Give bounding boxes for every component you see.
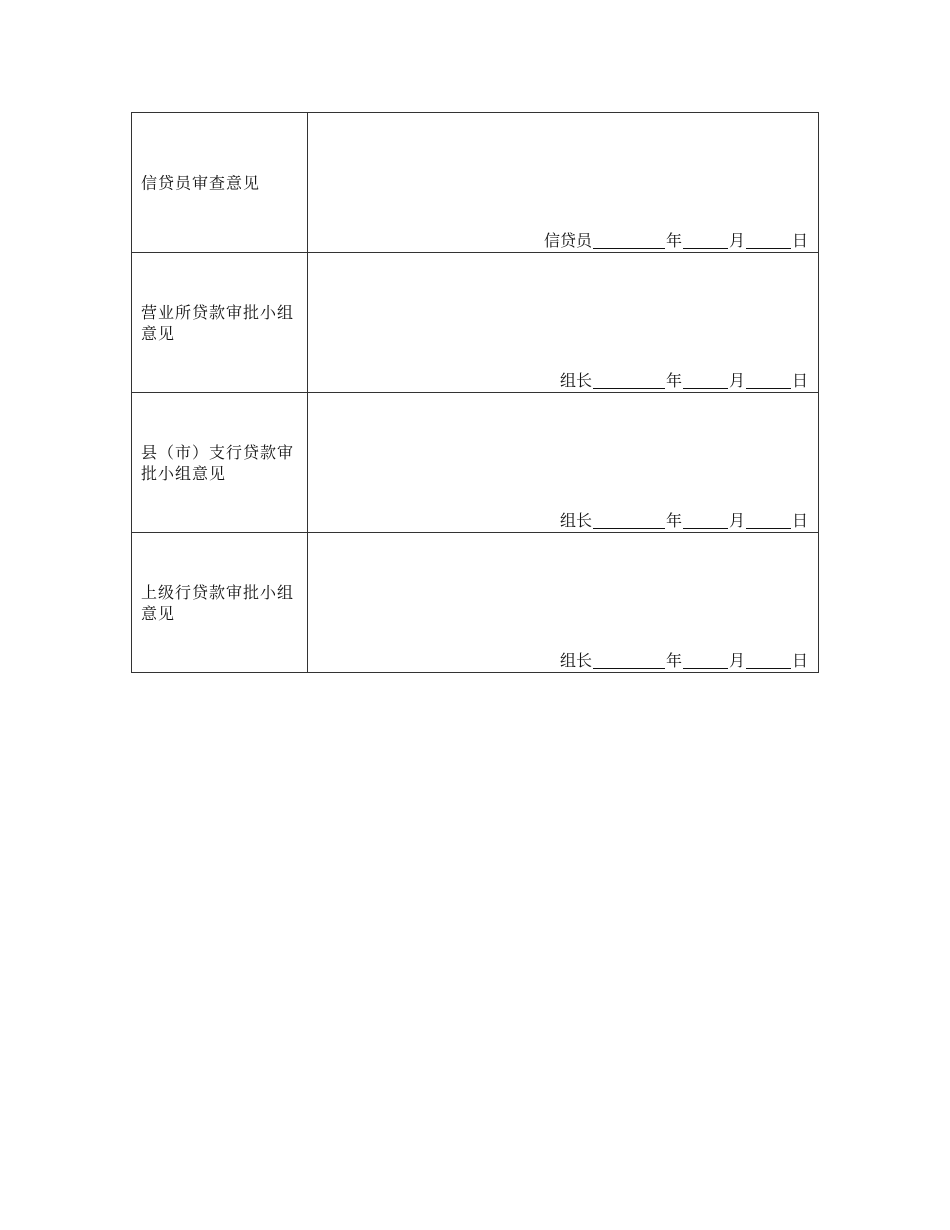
opinion-cell[interactable]: [308, 113, 819, 253]
day-blank[interactable]: [746, 513, 791, 529]
table-row: [132, 533, 819, 673]
table-row: [132, 113, 819, 253]
month-label: 月: [728, 651, 745, 670]
day-label: 日: [791, 511, 808, 530]
table-row: [132, 253, 819, 393]
year-label: 年: [665, 511, 682, 530]
month-blank[interactable]: [683, 233, 728, 249]
month-blank[interactable]: [683, 513, 728, 529]
signature-line: [544, 231, 808, 251]
signer-label: 组长: [559, 371, 592, 390]
table-row: [132, 393, 819, 533]
day-label: 日: [791, 231, 808, 250]
signer-blank[interactable]: [593, 653, 665, 669]
day-label: 日: [791, 371, 808, 390]
month-label: 月: [728, 371, 745, 390]
year-label: 年: [665, 651, 682, 670]
signature-line: [560, 371, 808, 391]
month-blank[interactable]: [683, 373, 728, 389]
day-blank[interactable]: [746, 233, 791, 249]
row-label-cell: [132, 393, 308, 533]
year-label: 年: [665, 371, 682, 390]
signer-label: 组长: [559, 511, 592, 530]
approval-opinion-table: [131, 112, 819, 673]
row-label-cell: [132, 253, 308, 393]
month-blank[interactable]: [683, 653, 728, 669]
row-label: 上级行贷款审批小组意见: [141, 582, 295, 623]
row-label-cell: [132, 533, 308, 673]
row-label-cell: [132, 113, 308, 253]
signature-line: [560, 511, 808, 531]
signer-label: 组长: [559, 651, 592, 670]
signer-blank[interactable]: [593, 233, 665, 249]
year-label: 年: [665, 231, 682, 250]
signer-label: 信贷员: [543, 231, 592, 250]
row-label: 营业所贷款审批小组意见: [141, 302, 295, 343]
signature-line: [560, 651, 808, 671]
day-blank[interactable]: [746, 653, 791, 669]
row-label: 县（市）支行贷款审批小组意见: [141, 442, 295, 483]
day-blank[interactable]: [746, 373, 791, 389]
signer-blank[interactable]: [593, 513, 665, 529]
month-label: 月: [728, 511, 745, 530]
day-label: 日: [791, 651, 808, 670]
opinion-cell[interactable]: [308, 253, 819, 393]
signer-blank[interactable]: [593, 373, 665, 389]
opinion-cell[interactable]: [308, 533, 819, 673]
month-label: 月: [728, 231, 745, 250]
opinion-cell[interactable]: [308, 393, 819, 533]
row-label: 信贷员审查意见: [141, 173, 261, 192]
